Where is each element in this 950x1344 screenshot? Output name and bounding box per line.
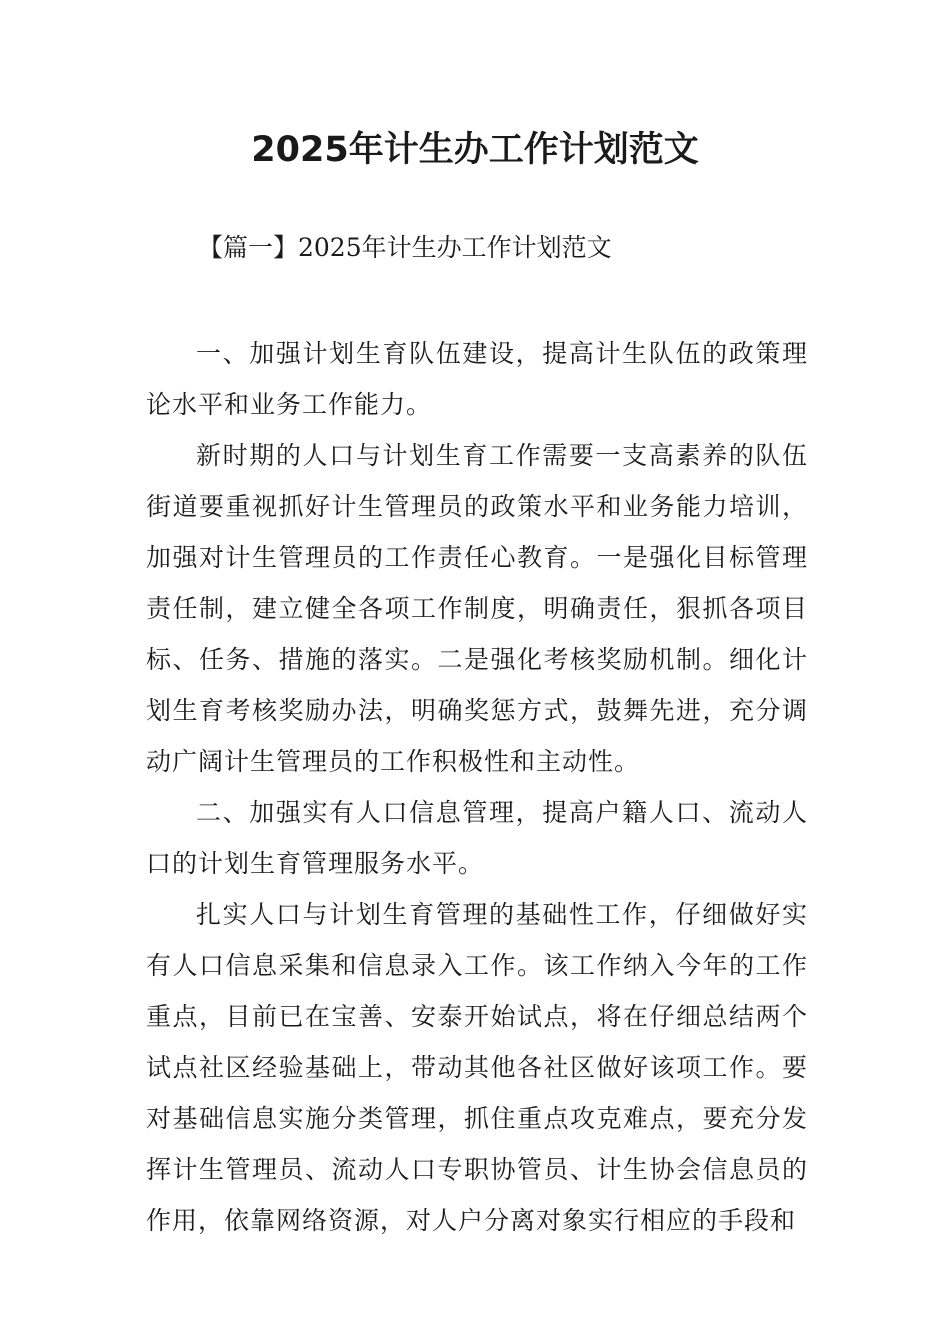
document-body <box>146 328 808 1246</box>
paragraph-1: 一、加强计划生育队伍建设，提高计生队伍的政策理论水平和业务工作能力。 <box>146 339 808 419</box>
paragraph-4: 扎实人口与计划生育管理的基础性工作，仔细做好实有人口信息采集和信息录入工作。该工作纳入今年的工作重点，目前已在宝善、安泰开始试点，将在仔细总结两个试点社区经验基础上，带动其他各社区做好该项工作。要对基础信息实施分类管理，抓住重点攻克难点，要充分发挥计生管理员、流动人口专职协管员、计生协会信息员的作用，依靠网络资源，对人户分离对象实行相应的手段和 <box>146 900 808 1235</box>
section-heading: 【篇一】2025年计生办工作计划范文 <box>198 233 612 262</box>
document-title: 2025年计生办工作计划范文 <box>251 130 699 170</box>
paragraph-2: 新时期的人口与计划生育工作需要一支高素养的队伍街道要重视抓好计生管理员的政策水平和业务能力培训，加强对计生管理员的工作责任心教育。一是强化目标管理责任制，建立健全各项工作制度，明确责任，狠抓各项目标、任务、措施的落实。二是强化考核奖励机制。细化计划生育考核奖励办法，明确奖惩方式，鼓舞先进，充分调动广阔计生管理员的工作积极性和主动性。 <box>146 441 808 776</box>
paragraph-3: 二、加强实有人口信息管理，提高户籍人口、流动人口的计划生育管理服务水平。 <box>146 798 808 878</box>
